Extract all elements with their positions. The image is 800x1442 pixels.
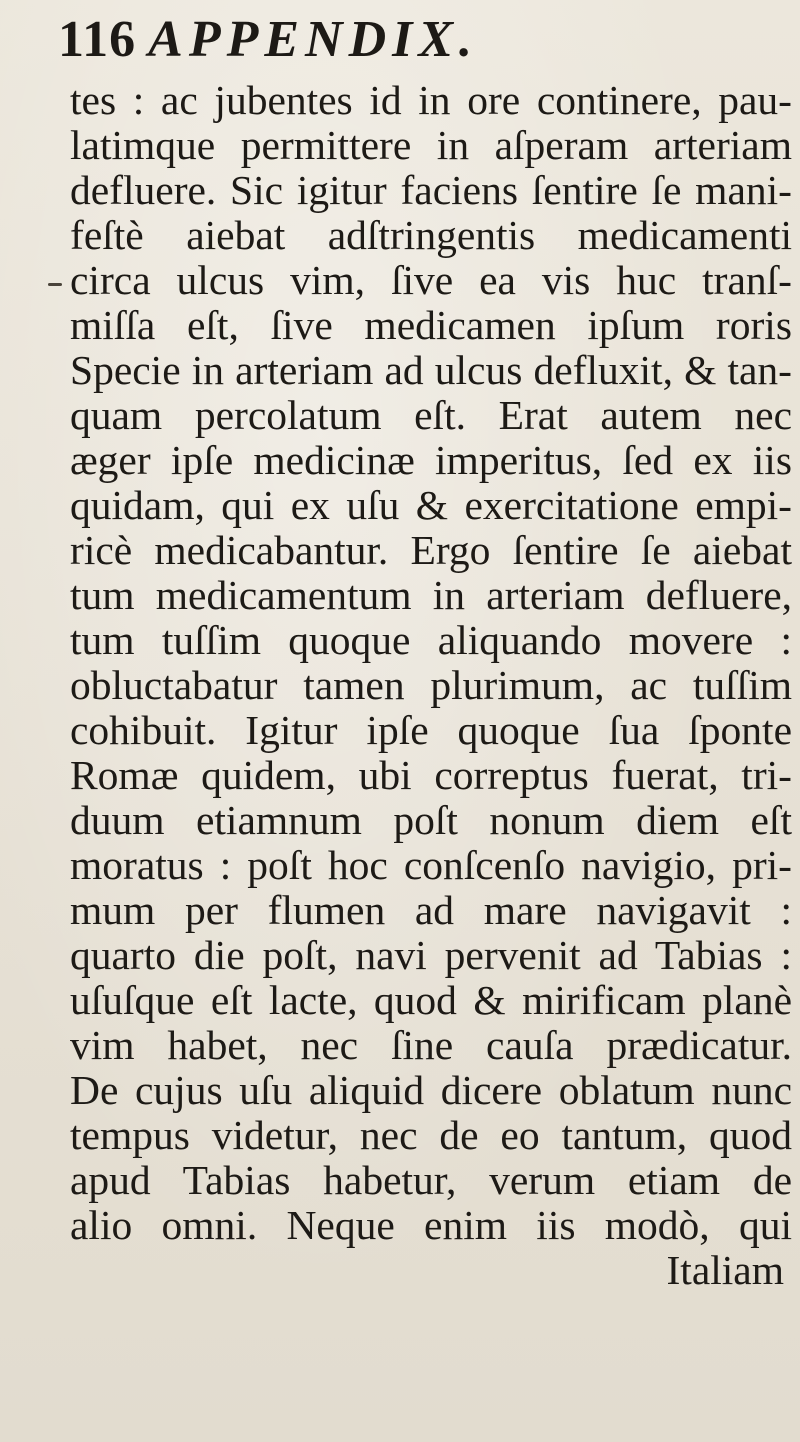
text-line: Specie in arteriam ad ulcus defluxit, & tan- <box>70 347 792 393</box>
text-line: latimque permittere in aſperam arteriam <box>70 122 792 168</box>
catchword: Italiam <box>666 1247 784 1293</box>
text-line: defluere. Sic igitur faciens ſentire ſe mani- <box>70 167 792 213</box>
text-line: tum tuſſim quoque aliquando movere : <box>70 617 792 663</box>
text-line: alio omni. Neque enim iis modò, qui <box>70 1202 792 1248</box>
text-line: tes : ac jubentes id in ore continere, pau- <box>70 77 792 123</box>
text-line: De cujus uſu aliquid dicere oblatum nunc <box>70 1067 792 1113</box>
text-line: apud Tabias habetur, verum etiam de <box>70 1157 792 1203</box>
margin-mark <box>48 283 62 286</box>
text-line: tempus videtur, nec de eo tantum, quod <box>70 1112 792 1158</box>
text-line: feſtè aiebat adſtringentis medicamenti <box>70 212 792 258</box>
text-line: duum etiamnum poſt nonum diem eſt <box>70 797 792 843</box>
running-title: APPENDIX. <box>148 11 479 68</box>
text-line: cohibuit. Igitur ipſe quoque ſua ſponte <box>70 707 792 753</box>
text-line: uſuſque eſt lacte, quod & mirificam planè <box>70 977 792 1023</box>
body-text <box>70 78 792 1293</box>
text-line: quidam, qui ex uſu & exercitatione empi- <box>70 482 792 528</box>
text-line: ricè medicabantur. Ergo ſentire ſe aiebat <box>70 527 792 573</box>
text-line: tum medicamentum in arteriam defluere, <box>70 572 792 618</box>
text-line: circa ulcus vim, ſive ea vis huc tranſ- <box>70 257 792 303</box>
page-header <box>58 10 478 72</box>
page-number: 116 <box>58 11 137 68</box>
text-line: Romæ quidem, ubi correptus fuerat, tri- <box>70 752 792 798</box>
text-line: quam percolatum eſt. Erat autem nec <box>70 392 792 438</box>
text-line: moratus : poſt hoc conſcenſo navigio, pri- <box>70 842 792 888</box>
text-line: quarto die poſt, navi pervenit ad Tabias : <box>70 932 792 978</box>
text-line: miſſa eſt, ſive medicamen ipſum roris <box>70 302 792 348</box>
text-line: vim habet, nec ſine cauſa prædicatur. <box>70 1022 792 1068</box>
text-line: obluctabatur tamen plurimum, ac tuſſim <box>70 662 792 708</box>
text-line: mum per flumen ad mare navigavit : <box>70 887 792 933</box>
text-line: æger ipſe medicinæ imperitus, ſed ex iis <box>70 437 792 483</box>
